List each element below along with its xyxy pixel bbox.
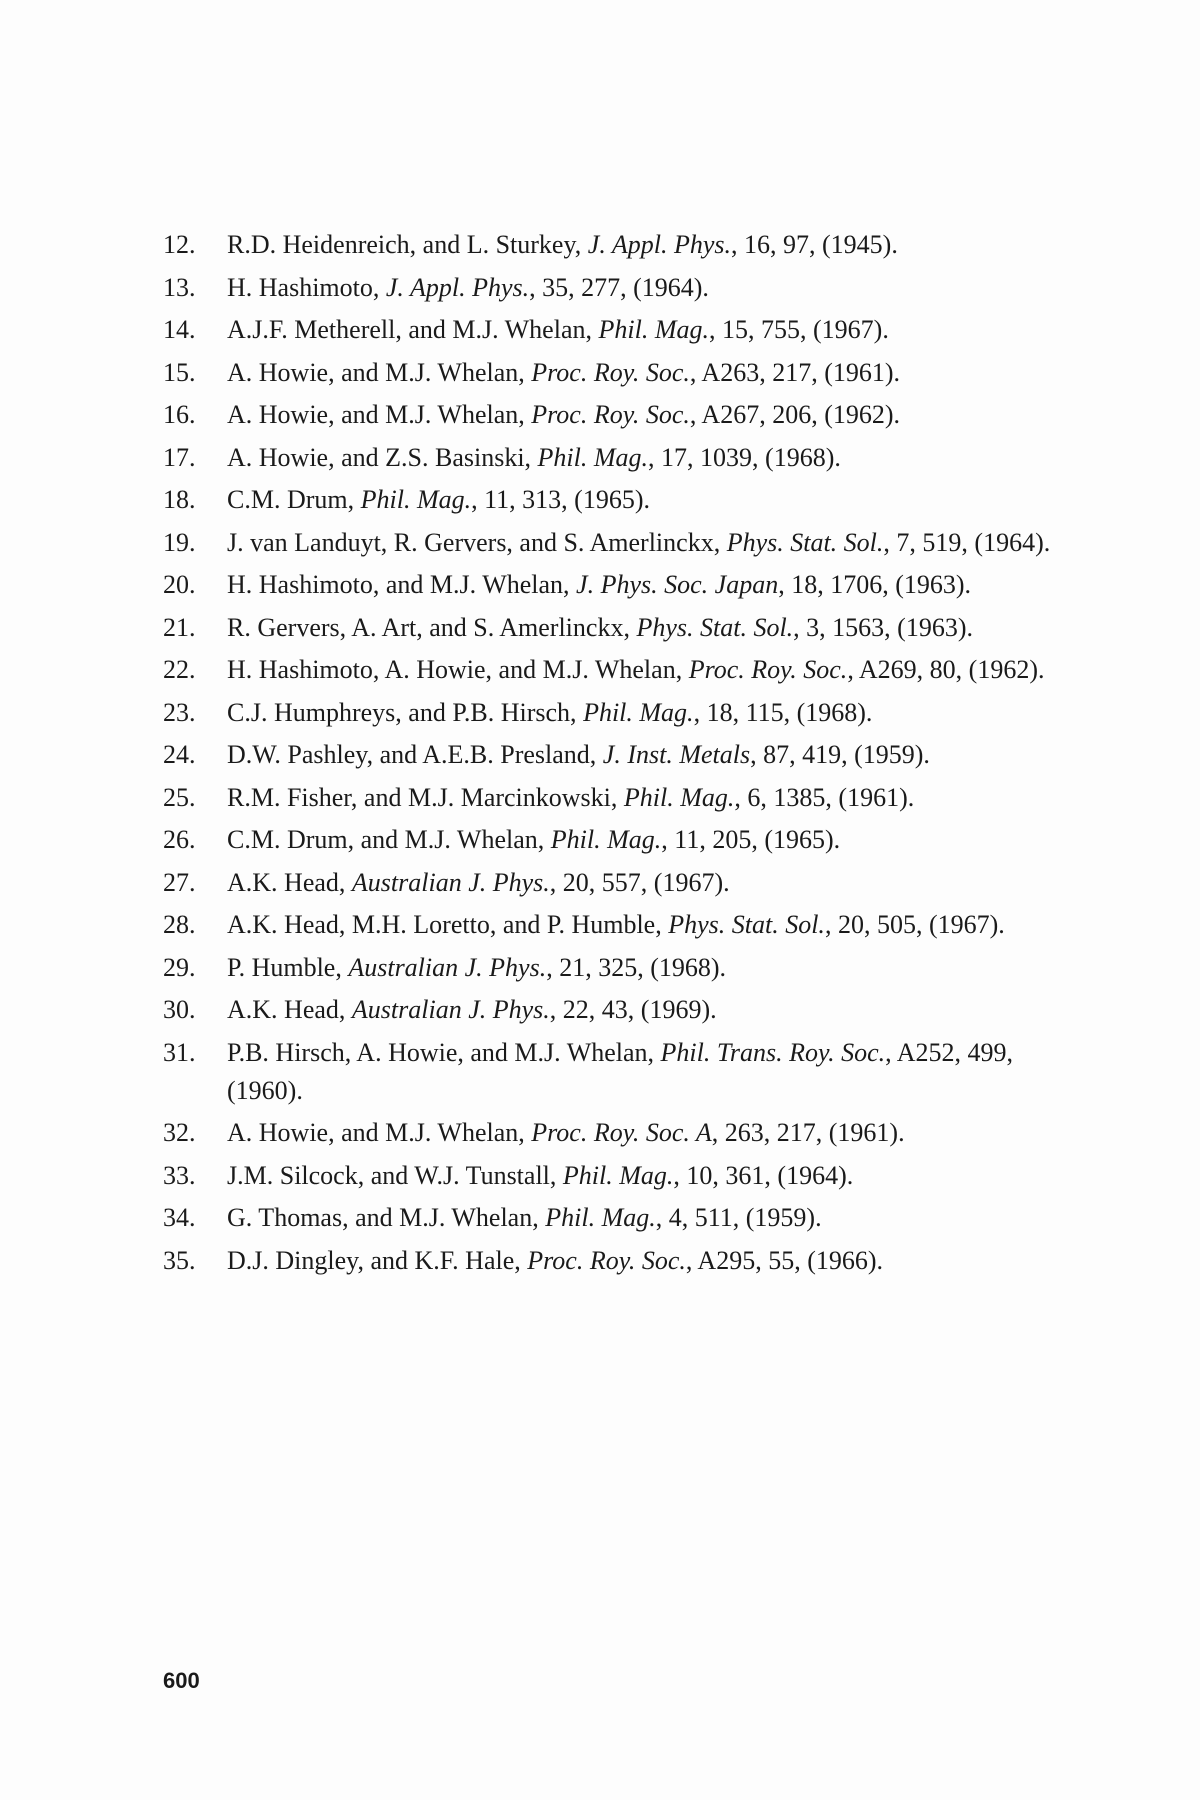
reference-item (163, 1199, 1063, 1237)
reference-item (163, 311, 1063, 349)
reference-citation (227, 736, 1063, 774)
journal-title: Australian J. Phys. (351, 995, 550, 1024)
reference-number: 30. (163, 995, 196, 1024)
citation-text: C.J. Humphreys, and P.B. Hirsch, (227, 697, 584, 727)
journal-title: Phys. Stat. Sol. (668, 910, 825, 939)
reference-number: 21. (163, 612, 196, 642)
citation-text: H. Hashimoto, and M.J. Whelan, (227, 570, 577, 599)
journal-title: J. Appl. Phys. (587, 230, 731, 259)
reference-item (163, 906, 1063, 944)
reference-item (163, 524, 1063, 562)
citation-text: , 21, 325, (1968). (546, 952, 727, 982)
reference-citation (227, 481, 1063, 519)
citation-text: , 10, 361, (1964). (673, 1160, 854, 1190)
citation-text: J.M. Silcock, and W.J. Tunstall, (227, 1160, 563, 1190)
reference-number: 24. (163, 740, 196, 769)
reference-item (163, 1242, 1063, 1280)
reference-number: 31. (163, 1037, 196, 1067)
reference-number: 25. (163, 782, 196, 812)
citation-text: C.M. Drum, (227, 485, 361, 514)
citation-text: H. Hashimoto, (227, 272, 386, 302)
journal-title: Phil. Mag. (583, 697, 694, 727)
citation-text: D.J. Dingley, and K.F. Hale, (227, 1245, 528, 1275)
reference-number: 14. (163, 315, 196, 344)
reference-item (163, 779, 1063, 817)
journal-title: Phil. Mag. (360, 485, 472, 514)
reference-number: 26. (163, 825, 196, 854)
reference-item (163, 396, 1063, 434)
journal-title: Proc. Roy. Soc. (531, 357, 690, 387)
reference-item (163, 864, 1063, 902)
citation-text: , 87, 419, (1959). (750, 740, 930, 769)
citation-text: , 11, 205, (1965). (661, 825, 841, 854)
journal-title: Phys. Stat. Sol. (636, 612, 794, 642)
reference-number: 13. (163, 272, 196, 302)
reference-citation (227, 864, 1063, 902)
citation-text: A. Howie, and M.J. Whelan, (227, 357, 532, 387)
citation-text: A.K. Head, (227, 867, 352, 897)
reference-item (163, 694, 1063, 732)
reference-number: 27. (163, 867, 196, 897)
reference-citation (227, 821, 1063, 859)
citation-text: A. Howie, and M.J. Whelan, (227, 1118, 532, 1147)
citation-text: C.M. Drum, and M.J. Whelan, (227, 825, 551, 854)
citation-text: P.B. Hirsch, A. Howie, and M.J. Whelan, (227, 1037, 661, 1067)
citation-text: , 7, 519, (1964). (883, 527, 1051, 557)
journal-title: Proc. Roy. Soc. (531, 400, 690, 429)
journal-title: J. Phys. Soc. Japan (576, 570, 779, 599)
journal-title: J. Inst. Metals (602, 740, 751, 769)
page-number: 600 (163, 1668, 200, 1693)
reference-item (163, 566, 1063, 604)
reference-citation (227, 1199, 1063, 1237)
reference-item (163, 991, 1063, 1029)
reference-number: 33. (163, 1160, 196, 1190)
reference-citation (227, 1034, 1063, 1110)
citation-text: H. Hashimoto, A. Howie, and M.J. Whelan, (227, 655, 689, 684)
journal-title: Australian J. Phys. (351, 867, 550, 897)
citation-text: , A295, 55, (1966). (685, 1245, 884, 1275)
citation-text: R.D. Heidenreich, and L. Sturkey, (227, 230, 588, 259)
reference-item (163, 949, 1063, 987)
reference-item (163, 1034, 1063, 1110)
reference-number: 22. (163, 655, 196, 684)
citation-text: , 15, 755, (1967). (709, 315, 889, 344)
reference-citation (227, 311, 1063, 349)
journal-title: Phil. Mag. (550, 825, 662, 854)
citation-text: , 35, 277, (1964). (529, 272, 709, 302)
citation-text: , 20, 557, (1967). (549, 867, 730, 897)
citation-text: A.K. Head, M.H. Loretto, and P. Humble, (227, 910, 669, 939)
reference-number: 34. (163, 1203, 196, 1232)
citation-text: , 4, 511, (1959). (655, 1203, 822, 1232)
journal-title: J. Appl. Phys. (385, 272, 530, 302)
reference-number: 16. (163, 400, 196, 429)
citation-text: D.W. Pashley, and A.E.B. Presland, (227, 740, 603, 769)
journal-title: Phil. Mag. (598, 315, 709, 344)
reference-item (163, 439, 1063, 477)
reference-number: 18. (163, 485, 196, 514)
journal-title: Proc. Roy. Soc. (688, 655, 848, 684)
reference-citation (227, 1157, 1063, 1195)
reference-number: 17. (163, 442, 196, 472)
citation-text: R.M. Fisher, and M.J. Marcinkowski, (227, 782, 624, 812)
reference-item (163, 354, 1063, 392)
reference-item (163, 1114, 1063, 1152)
reference-number: 29. (163, 952, 196, 982)
reference-item (163, 269, 1063, 307)
reference-citation (227, 354, 1063, 392)
reference-citation (227, 566, 1063, 604)
reference-number: 35. (163, 1245, 196, 1275)
reference-number: 20. (163, 570, 196, 599)
citation-text: P. Humble, (227, 952, 349, 982)
citation-text: , 22, 43, (1969). (549, 995, 717, 1024)
journal-title: Phil. Mag. (562, 1160, 674, 1190)
citation-text: , A267, 206, (1962). (689, 400, 901, 429)
reference-item (163, 609, 1063, 647)
reference-number: 23. (163, 697, 196, 727)
citation-text: J. van Landuyt, R. Gervers, and S. Amerlinckx, (227, 527, 727, 557)
reference-citation (227, 226, 1063, 264)
reference-item (163, 226, 1063, 264)
reference-item (163, 1157, 1063, 1195)
citation-text: G. Thomas, and M.J. Whelan, (227, 1203, 546, 1232)
citation-text: , 3, 1563, (1963). (793, 612, 973, 642)
reference-number: 32. (163, 1118, 196, 1147)
citation-text: , 6, 1385, (1961). (734, 782, 915, 812)
citation-text: , 11, 313, (1965). (471, 485, 650, 514)
citation-text: , 17, 1039, (1968). (648, 442, 841, 472)
reference-citation (227, 949, 1063, 987)
reference-list (163, 226, 1063, 1284)
citation-text: , 16, 97, (1945). (731, 230, 898, 259)
citation-text: , A263, 217, (1961). (689, 357, 901, 387)
journal-title: Australian J. Phys. (348, 952, 547, 982)
reference-citation (227, 439, 1063, 477)
reference-citation (227, 991, 1063, 1029)
reference-item (163, 736, 1063, 774)
reference-citation (227, 524, 1063, 562)
citation-text: , A252, 499, (1960). (227, 1037, 1014, 1105)
journal-title: Proc. Roy. Soc. (527, 1245, 686, 1275)
reference-number: 12. (163, 230, 196, 259)
citation-text: A.J.F. Metherell, and M.J. Whelan, (227, 315, 599, 344)
reference-citation (227, 1242, 1063, 1280)
citation-text: , A269, 80, (1962). (847, 655, 1045, 684)
reference-citation (227, 906, 1063, 944)
citation-text: A. Howie, and Z.S. Basinski, (227, 442, 538, 472)
reference-number: 15. (163, 357, 196, 387)
reference-citation (227, 694, 1063, 732)
citation-text: , 18, 115, (1968). (693, 697, 873, 727)
reference-item (163, 651, 1063, 689)
journal-title: Phil. Trans. Roy. Soc. (660, 1037, 886, 1067)
citation-text: , 18, 1706, (1963). (778, 570, 972, 599)
journal-title: Phys. Stat. Sol. (726, 527, 884, 557)
reference-item (163, 821, 1063, 859)
reference-citation (227, 396, 1063, 434)
citation-text: A.K. Head, (227, 995, 352, 1024)
reference-item (163, 481, 1063, 519)
journal-title: Proc. Roy. Soc. A (531, 1118, 712, 1147)
citation-text: R. Gervers, A. Art, and S. Amerlinckx, (227, 612, 637, 642)
citation-text: , 263, 217, (1961). (711, 1118, 905, 1147)
journal-title: Phil. Mag. (537, 442, 649, 472)
reference-citation (227, 779, 1063, 817)
reference-citation (227, 609, 1063, 647)
citation-text: A. Howie, and M.J. Whelan, (227, 400, 532, 429)
reference-number: 28. (163, 910, 196, 939)
reference-citation (227, 651, 1063, 689)
reference-citation (227, 1114, 1063, 1152)
journal-title: Phil. Mag. (545, 1203, 656, 1232)
citation-text: , 20, 505, (1967). (824, 910, 1005, 939)
reference-citation (227, 269, 1063, 307)
reference-number: 19. (163, 527, 196, 557)
journal-title: Phil. Mag. (623, 782, 735, 812)
